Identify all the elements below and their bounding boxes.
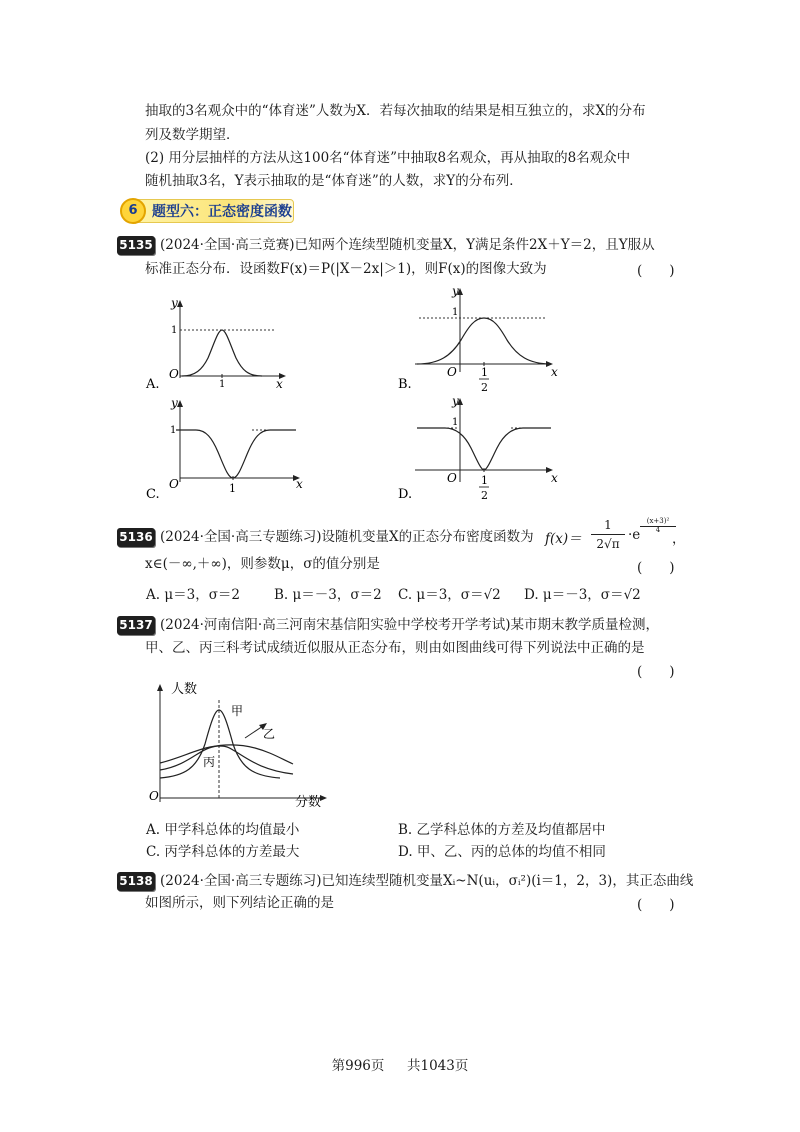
origin-label: O [447,471,457,485]
answer-parentheses: ( ) [637,664,675,680]
q5137-stem-line-1: (2024·河南信阳·高三河南宋基信阳实验中学校考开学考试)某市期末教学质量检测， [160,617,659,633]
q5135-stem-line-2: 标准正态分布．设函数F(x)＝P(|X－2x|＞1)，则F(x)的图像大致为 [145,261,547,277]
q5136-fraction-denominator: 2√π [596,537,620,551]
question-id-badge: 5135 [117,236,155,255]
tick-label-y-1: 1 [171,325,178,336]
intro-line-2: 列及数学期望． [145,127,240,143]
answer-parentheses: ( ) [637,560,675,576]
normal-curves-graph [145,678,335,810]
origin-label: O [149,789,159,803]
page-number: 第996页 [331,1058,385,1074]
intro-line-4: 随机抽取3名，Y表示抽取的是“体育迷”的人数，求Y的分布列． [145,173,523,189]
curve-label-bing: 丙 [203,755,216,769]
tick-label-x-num: 1 [481,474,488,487]
q5137-stem-line-2: 甲、乙、丙三科考试成绩近似服从正态分布，则由如图曲线可得下列说法中正确的是 [145,640,645,656]
option-label-d: D. [398,487,413,502]
origin-label: O [169,367,179,381]
option-label-a: A. [146,377,160,390]
graph-option-a [140,290,300,390]
option-c: C. 丙学科总体的方差最大 [146,844,300,860]
question-id-badge: 5136 [117,528,155,547]
q5136-stem-line-1: (2024·全国·高三专题练习)设随机变量X的正态分布密度函数为 [160,529,534,545]
q5136-exponent-denominator: 4 [655,526,661,534]
intro-line-3: (2) 用分层抽样的方法从这100名“体育迷”中抽取8名观众，再从抽取的8名观众中 [145,150,631,166]
q5138-stem-line-1: (2024·全国·高三专题练习)已知连续型随机变量Xᵢ~N(uᵢ，σᵢ²)(i＝1，2，3)，其正态曲线 [160,873,694,889]
tick-label-x-den: 2 [481,381,488,394]
axis-x-label: 分数 [295,795,322,810]
q5135-stem-line-1: (2024·全国·高三竞赛)已知两个连续型随机变量X，Y满足条件2X＋Y＝2，且Y服从 [160,237,655,253]
option-a: A. 甲学科总体的均值最小 [146,822,300,838]
question-id-badge: 5137 [117,616,155,635]
curve-label-jia: 甲 [231,704,244,718]
origin-label: O [169,477,179,491]
q5138-stem-line-2: 如图所示，则下列结论正确的是 [145,895,334,911]
tick-label-y-1: 1 [170,425,177,436]
tick-label-y-1: 1 [452,417,459,428]
q5136-stem-line-2: x∈(－∞,＋∞)，则参数μ，σ的值分别是 [145,556,380,572]
option-d: D. 甲、乙、丙的总体的均值不相同 [398,844,606,860]
intro-line-1: 抽取的3名观众中的“体育迷”人数为X．若每次抽取的结果是相互独立的，求X的分布 [145,103,646,119]
tick-label-x-1: 1 [229,482,236,495]
graph-option-d [395,390,565,510]
axis-x-label: x [276,377,283,390]
option-b: B. 乙学科总体的方差及均值都居中 [398,822,606,838]
axis-y-label: 人数 [171,682,198,697]
page-total: 共1043页 [407,1058,469,1074]
q5136-fraction-bar [591,534,625,535]
tick-label-x-den: 2 [481,489,488,502]
axis-x-label: x [296,477,303,491]
origin-label: O [447,365,457,379]
option-label-c: C. [146,487,160,502]
option-c: C. μ＝3，σ＝√2 [398,587,501,603]
q5136-exponent-numerator: (x+3)² [646,517,670,525]
answer-parentheses: ( ) [637,897,675,913]
section-title: 题型六：正态密度函数 [152,204,292,220]
option-b: B. μ＝－3，σ＝2 [274,587,382,603]
axis-y-label: y [452,284,459,298]
page-footer [0,1054,800,1074]
curve-label-yi: 乙 [263,727,276,741]
axis-x-label: x [551,471,558,485]
question-id-badge: 5138 [117,872,155,891]
q5136-stem-comma: ， [672,531,686,547]
answer-parentheses: ( ) [637,263,675,279]
q5136-formula-lhs: f(x)＝ [545,531,582,547]
axis-y-label: y [452,394,459,408]
tick-label-y-1: 1 [452,307,459,318]
q5136-fraction-numerator: 1 [604,518,612,532]
axis-y-label: y [171,296,178,310]
q5136-exp-base: ·e [628,527,641,543]
option-d: D. μ＝－3，σ＝√2 [524,587,641,603]
section-number-badge: 6 [120,198,146,224]
tick-label-x-num: 1 [481,366,488,379]
axis-y-label: y [171,396,178,410]
graph-option-c [140,392,310,504]
option-a: A. μ＝3，σ＝2 [146,587,240,603]
option-label-b: B. [398,377,412,392]
tick-label-x-1: 1 [219,379,226,390]
axis-x-label: x [551,365,558,379]
graph-option-b [395,280,565,395]
